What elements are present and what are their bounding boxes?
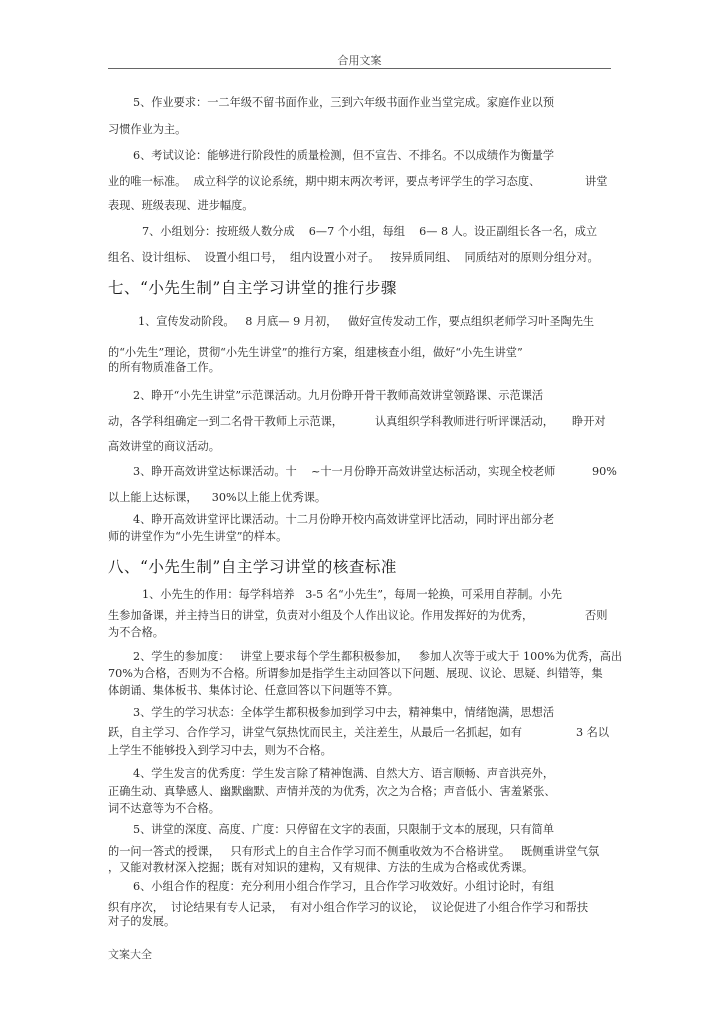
page-footer: 文案大全 bbox=[108, 948, 152, 961]
text-line: 3、睁开高效讲堂达标课活动。十 ~十一月份睁开高效讲堂达标活动，实现全校老师 bbox=[133, 465, 556, 478]
text-line: 讲堂 bbox=[585, 175, 608, 188]
text-line: 70%为合格，否则为不合格。所谓参加是指学生主动回答以下问题、展现、议论、思疑、纠错等，集 bbox=[108, 667, 603, 680]
section-heading: 七、“小先生制”自主学习讲堂的推行步骤 bbox=[108, 279, 397, 297]
text-line: 对子的发展。 bbox=[108, 915, 176, 928]
text-line: 高效讲堂的商议活动。 bbox=[108, 440, 220, 453]
text-line: 90% bbox=[592, 465, 617, 478]
text-line: 跃，自主学习、合作学习，讲堂气氛热忱而民主，关注差生，从最后一名抓起，如有 bbox=[108, 726, 522, 739]
text-line: 3 名以 bbox=[576, 726, 610, 739]
text-line: 为不合格。 bbox=[108, 626, 164, 639]
text-line: 6、考试议论：能够进行阶段性的质量检测，但不宣告、不排名。不以成绩作为衡量学 bbox=[133, 149, 555, 162]
text-line: 2、学生的参加度： 讲堂上要求每个学生都积极参加， 参加人次等于或大于 100%为优秀，高出 bbox=[133, 650, 623, 663]
text-line: 的“小先生”理论，贯彻“小先生讲堂”的推行方案，组建核查小组，做好“小先生讲堂” bbox=[108, 346, 523, 359]
text-line: 以上能上达标课， 30%以上能上优秀课。 bbox=[108, 491, 327, 504]
text-line: 业的唯一标准。 成立科学的议论系统，期中期末两次考评，要点考评学生的学习态度、 bbox=[108, 175, 541, 188]
page-header: 合用文案 bbox=[337, 54, 382, 67]
text-line: 表现、班级表现、进步幅度。 bbox=[108, 199, 254, 212]
text-line: 体朗诵、集体板书、集体讨论、任意回答以下问题等不算。 bbox=[108, 684, 399, 697]
text-line: 2、睁开“小先生讲堂”示范课活动。九月份睁开骨干教师高效讲堂领路课、示范课活 bbox=[133, 389, 544, 402]
text-line: 1、宣传发动阶段。 8 月底— 9 月初， 做好宣传发动工作，要点组织老师学习叶圣陶先生 bbox=[138, 315, 595, 328]
text-line: 组名、设计组标、 设置小组口号， 组内设置小对子。 按异质同组、 同质结对的原则分组分对。 bbox=[108, 251, 599, 264]
text-line: 1、小先生的作用：每学科培养 3-5 名“小先生”，每周一轮换，可采用自荐制。小先 bbox=[142, 588, 562, 601]
text-line: 的所有物质准备工作。 bbox=[108, 361, 220, 374]
text-line: 正确生动、真挚感人、幽默幽默、声情并茂的为优秀，次之为合格；声音低小、害羞紧张、 bbox=[108, 785, 556, 798]
text-line: 的一问一答式的授课， 只有形式上的自主合作学习而不侧重收效为不合格讲堂。 既侧重讲堂气氛 bbox=[108, 845, 600, 858]
text-line: 5、作业要求：一二年级不留书面作业，三到六年级书面作业当堂完成。家庭作业以预 bbox=[133, 96, 555, 109]
text-line: 师的讲堂作为“小先生讲堂”的样本。 bbox=[108, 530, 288, 543]
text-line: 动，各学科组确定一到二名骨干教师上示范课， 认真组织学科教师进行听评课活动， bbox=[108, 415, 554, 428]
text-line: 生参加备课，并主持当日的讲堂，负责对小组及个人作出议论。作用发挥好的为优秀， bbox=[108, 609, 534, 622]
section-heading: 八、“小先生制”自主学习讲堂的核查标准 bbox=[108, 558, 397, 576]
text-line: 词不达意等为不合格。 bbox=[108, 802, 220, 815]
text-line: 否则 bbox=[585, 609, 608, 622]
text-line: 织有序次， 讨论结果有专人记录， 有对小组合作学习的议论， 议论促进了小组合作学习和帮扶 bbox=[108, 901, 589, 914]
text-line: 5、讲堂的深度、高度、广度：只停留在文字的表面，只限制于文本的展现，只有简单 bbox=[133, 823, 555, 836]
text-line: 睁开对 bbox=[572, 415, 606, 428]
text-line: ，又能对教材深入挖掘；既有对知识的建构，又有规律、方法的生成为合格或优秀课。 bbox=[108, 861, 534, 874]
text-line: 习惯作业为主。 bbox=[108, 123, 187, 136]
text-line: 4、学生发言的优秀度：学生发言除了精神饱满、自然大方、语言顺畅、声音洪亮外， bbox=[133, 767, 555, 780]
text-line: 上学生不能够投入到学习中去，则为不合格。 bbox=[108, 744, 332, 757]
header-divider bbox=[108, 68, 611, 69]
text-line: 3、学生的学习状态：全体学生都积极参加到学习中去，精神集中，情绪饱满，思想活 bbox=[133, 706, 555, 719]
text-line: 7、小组划分：按班级人数分成 6—7 个小组，每组 6— 8 人。设正副组长各一名，成立 bbox=[142, 225, 598, 238]
text-line: 4、睁开高效讲堂评比课活动。十二月份睁开校内高效讲堂评比活动，同时评出部分老 bbox=[133, 513, 555, 526]
text-line: 6、小组合作的程度：充分利用小组合作学习，且合作学习收效好。小组讨论时，有组 bbox=[133, 880, 555, 893]
